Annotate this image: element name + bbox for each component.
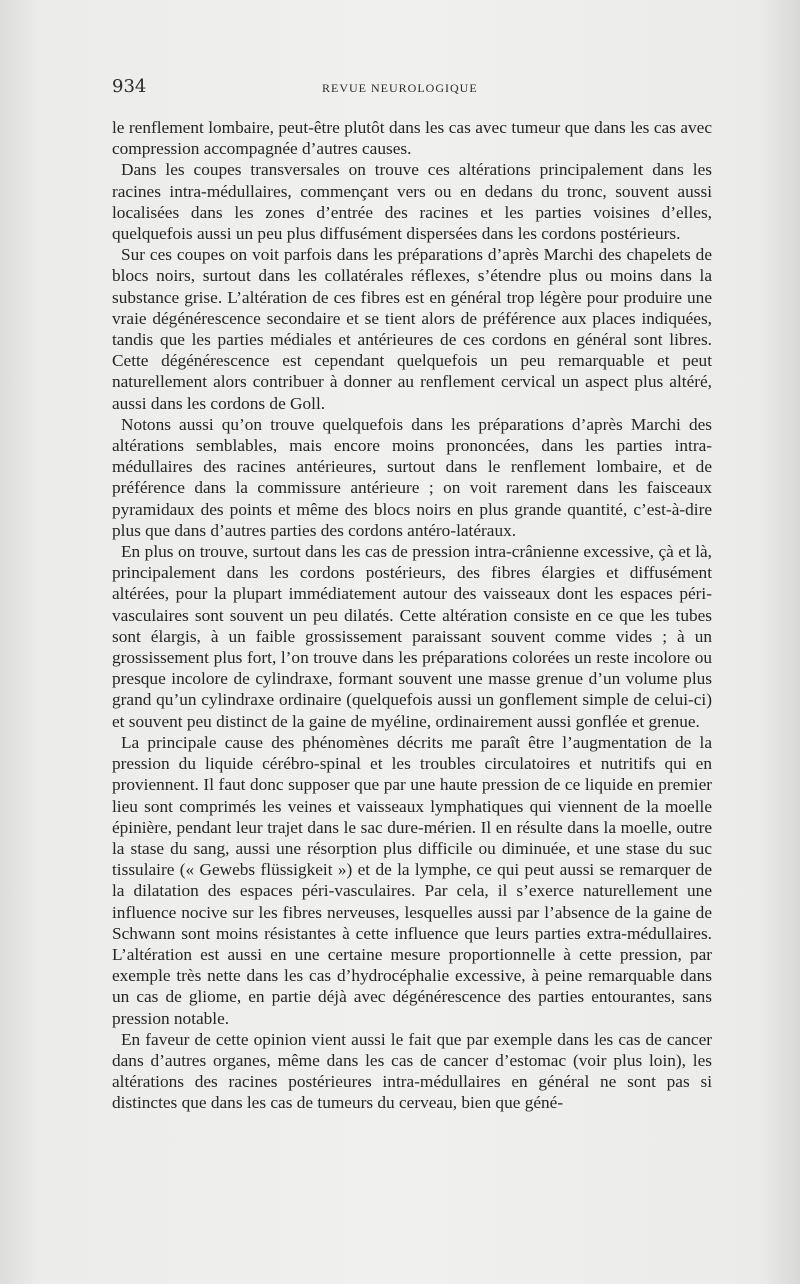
paragraph-2: Dans les coupes transversales on trouve ces altérations principalement dans les racines intra-médullaires, commençant vers ou en dedans du tronc, souvent aussi localisées dans les zones d’entrée des racines et les parties voisines d’elles, quelquefois aussi un peu plus diffusément dispersées dans les cordons postérieurs. bbox=[112, 160, 712, 244]
page-number: 934 bbox=[112, 76, 147, 97]
paragraph-7: En faveur de cette opinion vient aussi le fait que par exemple dans les cas de cancer dans d’autres organes, même dans les cas de cancer d’estomac (voir plus loin), les altérations des racines postérieures intra-médullaires en général ne sont pas si distinctes que dans les cas de tumeurs du cerveau, bien que géné- bbox=[112, 1029, 712, 1113]
paragraph-6: La principale cause des phénomènes décrits me paraît être l’augmentation de la pression du liquide cérébro-spinal et les troubles circulatoires et nutritifs qui en proviennent. Il faut donc supposer que par une haute pression de ce liquide en premier lieu sont comprimés les veines et vaisseaux lymphatiques qui viennent de la moelle épinière, pendant leur trajet dans le sac dure-mérien. Il en résulte dans la moelle, outre la stase du sang, aussi une résorption plus difficile ou diminuée, et une stase du suc tissulaire (« Gewebs flüssigkeit ») et de la lymphe, ce qui peut aussi se remarquer de la dilatation des espaces péri-vasculaires. Par cela, il s’exerce naturellement une influence nocive sur les fibres nerveuses, lesquelles aussi par l’absence de la gaine de Schwann sont moins résistantes à cette influence que leurs parties extra-médullaires. L’altération est aussi en une certaine mesure proportionnelle à cette pression, par exemple très nette dans les cas d’hydrocéphalie excessive, à peine remarquable dans un cas de gliome, en partie déjà avec dégénérescence des parties entourantes, sans pression notable. bbox=[112, 732, 712, 1028]
body-text bbox=[112, 117, 712, 1114]
paragraph-3: Sur ces coupes on voit parfois dans les préparations d’après Marchi des chapelets de blocs noirs, surtout dans les collatérales réflexes, s’étendre plus ou moins dans la substance grise. L’altération de ces fibres est en général trop légère pour produire une vraie dégénérescence secondaire et se tient alors de préférence aux places indiquées, tandis que les parties médiales et antérieures de ces cordons en général sont libres. Cette dégénérescence est cependant quelquefois un peu remarquable et peut naturellement alors contribuer à donner au renflement cervical un aspect plus altéré, aussi dans les cordons de Goll. bbox=[112, 245, 712, 413]
paragraph-4: Notons aussi qu’on trouve quelquefois dans les préparations d’après Marchi des altérations semblables, mais encore moins prononcées, dans les parties intra-médullaires des racines antérieures, surtout dans le renflement lombaire, et de préférence dans la commissure antérieure ; on voit rarement dans les faisceaux pyramidaux des points et même des blocs noirs en plus grande quantité, c’est-à-dire plus que dans d’autres parties des cordons antéro-latéraux. bbox=[112, 414, 712, 540]
page-header bbox=[112, 76, 712, 100]
running-title: REVUE NEUROLOGIQUE bbox=[322, 81, 478, 95]
paragraph-5: En plus on trouve, surtout dans les cas de pression intra-crânienne excessive, çà et là, principalement dans les cordons postérieurs, des fibres élargies et diffusément altérées, pour la plupart immédiatement autour des vaisseaux dont les espaces péri-vasculaires sont souvent un peu dilatés. Cette altération consiste en ce que les tubes sont élargis, à un faible grossissement paraissant souvent comme vides ; à un grossissement plus fort, l’on trouve dans les préparations colorées un reste incolore ou presque incolore de cylindraxe, formant souvent une masse grenue d’un volume plus grand qu’un cylindraxe ordinaire (quelquefois aussi un gonflement simple de celui-ci) et souvent peu distinct de la gaine de myéline, ordinairement aussi gonflée et grenue. bbox=[112, 542, 712, 731]
paragraph-1: le renflement lombaire, peut-être plutôt dans les cas avec tumeur que dans les cas avec compression accompagnée d’autres causes. bbox=[112, 118, 712, 159]
